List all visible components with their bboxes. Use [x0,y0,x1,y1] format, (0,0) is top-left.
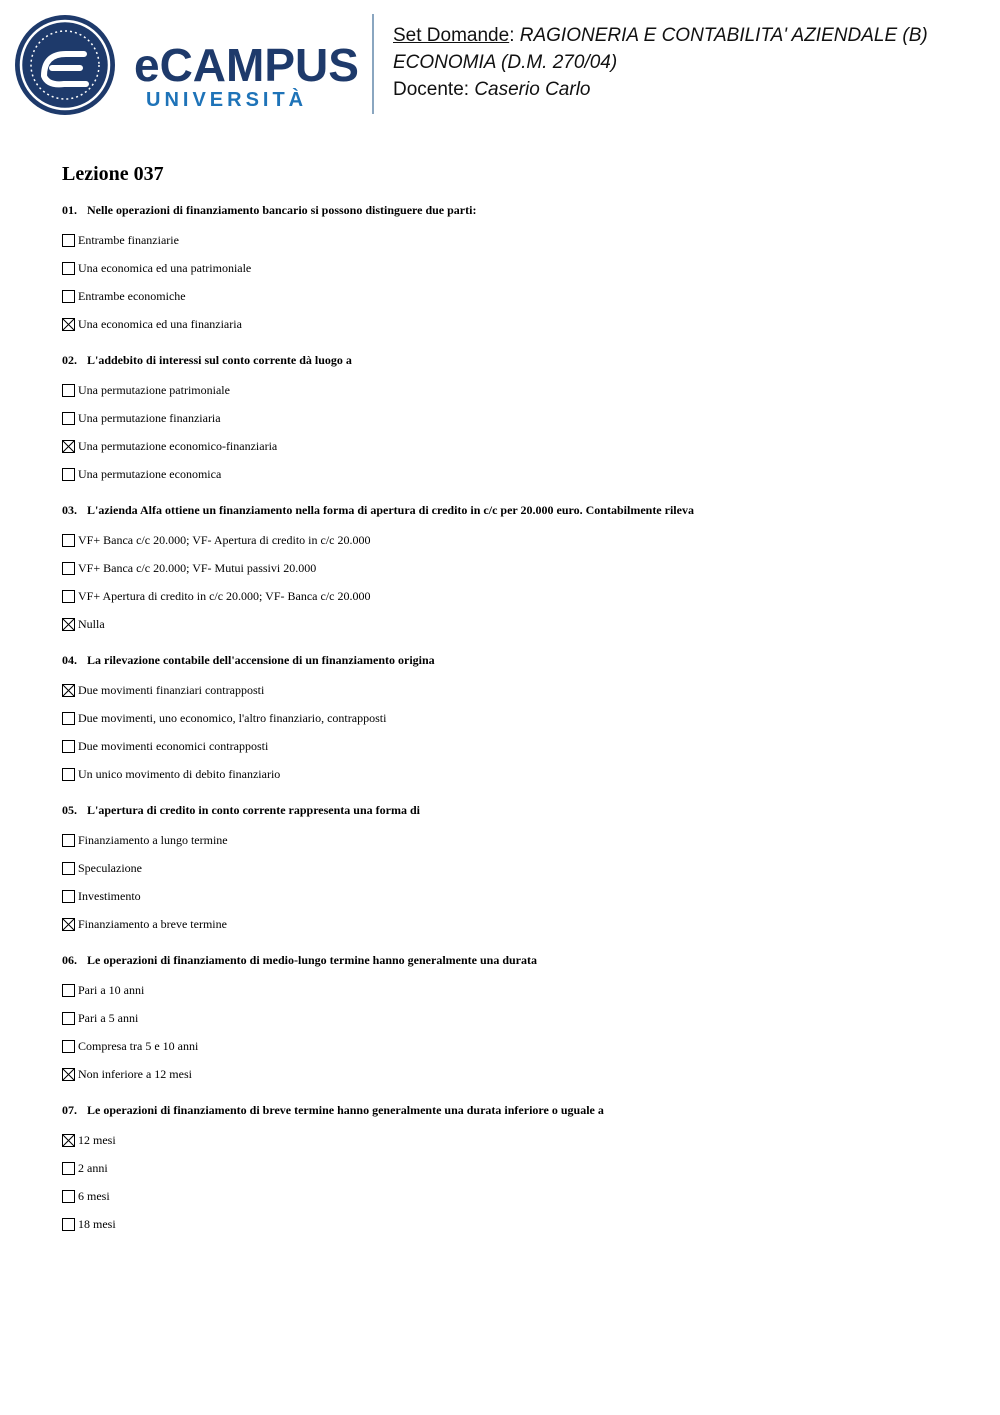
set-title-line2: ECONOMIA (D.M. 270/04) [393,52,618,73]
question-item [62,1102,962,1238]
option-label: Una permutazione patrimoniale [78,383,230,397]
answer-option[interactable] [62,460,962,488]
answer-option[interactable] [62,404,962,432]
question-item [62,802,962,938]
question-item [62,202,962,338]
answer-option[interactable] [62,432,962,460]
question-number: 01. [62,203,77,217]
answer-option[interactable] [62,704,962,732]
option-label: Finanziamento a lungo termine [78,833,228,847]
question-label: La rilevazione contabile dell'accensione di un finanziamento origina [87,653,435,667]
answer-option[interactable] [62,254,962,282]
teacher-line [393,76,983,103]
set-label: Set Domande [393,25,510,46]
question-item [62,502,962,638]
checked-checkbox[interactable] [62,618,75,631]
option-label: 12 mesi [78,1133,116,1147]
checkbox[interactable] [62,534,75,547]
option-label: Entrambe economiche [78,289,186,303]
option-label: Investimento [78,889,141,903]
answer-option[interactable] [62,976,962,1004]
question-text [62,1102,962,1118]
option-label: VF+ Banca c/c 20.000; VF- Mutui passivi 20.000 [78,561,317,575]
checked-checkbox[interactable] [62,440,75,453]
answer-option[interactable] [62,826,962,854]
cross-mark-icon [63,441,74,452]
option-label: Speculazione [78,861,142,875]
checkbox[interactable] [62,984,75,997]
checkbox[interactable] [62,384,75,397]
answer-option[interactable] [62,582,962,610]
option-label: Due movimenti finanziari contrapposti [78,683,265,697]
option-label: Nulla [78,617,105,631]
question-text [62,802,962,818]
question-label: L'addebito di interessi sul conto corrente dà luogo a [87,353,352,367]
answer-option[interactable] [62,1210,962,1238]
option-label: Due movimenti economici contrapposti [78,739,269,753]
question-item [62,952,962,1088]
answer-option[interactable] [62,1126,962,1154]
checked-checkbox[interactable] [62,1068,75,1081]
checkbox[interactable] [62,740,75,753]
option-label: Non inferiore a 12 mesi [78,1067,192,1081]
checkbox[interactable] [62,1012,75,1025]
set-info [393,22,983,103]
answer-option[interactable] [62,282,962,310]
checkbox[interactable] [62,1040,75,1053]
checked-checkbox[interactable] [62,918,75,931]
quiz-content [62,160,962,1252]
question-label: Le operazioni di finanziamento di breve termine hanno generalmente una durata inferiore o uguale a [87,1103,604,1117]
checked-checkbox[interactable] [62,318,75,331]
option-label: Una economica ed una finanziaria [78,317,242,331]
checkbox[interactable] [62,862,75,875]
question-item [62,652,962,788]
option-label: Finanziamento a breve termine [78,917,227,931]
answer-option[interactable] [62,526,962,554]
question-text [62,202,962,218]
answer-option[interactable] [62,554,962,582]
question-label: L'apertura di credito in conto corrente rappresenta una forma di [87,803,420,817]
question-label: Le operazioni di finanziamento di medio-lungo termine hanno generalmente una durata [87,953,537,967]
checkbox[interactable] [62,562,75,575]
logo-subtitle: UNIVERSITÀ [146,89,308,111]
answer-option[interactable] [62,760,962,788]
checkbox[interactable] [62,468,75,481]
checkbox[interactable] [62,262,75,275]
answer-option[interactable] [62,882,962,910]
checkbox[interactable] [62,834,75,847]
option-label: Due movimenti, uno economico, l'altro finanziario, contrapposti [78,711,387,725]
question-label: L'azienda Alfa ottiene un finanziamento nella forma di apertura di credito in c/c per 20.000 euro. Contabilmente rileva [87,503,694,517]
question-number: 04. [62,653,77,667]
question-text [62,502,962,518]
question-text [62,352,962,368]
option-label: Compresa tra 5 e 10 anni [78,1039,199,1053]
option-label: Entrambe finanziarie [78,233,179,247]
cross-mark-icon [63,919,74,930]
question-number: 06. [62,953,77,967]
option-label: 6 mesi [78,1189,110,1203]
option-label: 18 mesi [78,1217,116,1231]
cross-mark-icon [63,1069,74,1080]
cross-mark-icon [63,685,74,696]
checkbox[interactable] [62,1162,75,1175]
answer-option[interactable] [62,1060,962,1088]
checkbox[interactable] [62,1190,75,1203]
answer-option[interactable] [62,676,962,704]
checkbox[interactable] [62,712,75,725]
university-logo [134,39,359,112]
answer-option[interactable] [62,1004,962,1032]
checkbox[interactable] [62,234,75,247]
university-seal-icon [14,14,116,116]
answer-option[interactable] [62,226,962,254]
lesson-title: Lezione 037 [62,163,164,185]
answer-option[interactable] [62,310,962,338]
option-label: Pari a 10 anni [78,983,145,997]
course-name: RAGIONERIA E CONTABILITA' AZIENDALE (B) [519,25,928,46]
question-text [62,952,962,968]
answer-option[interactable] [62,732,962,760]
answer-option[interactable] [62,854,962,882]
option-label: VF+ Banca c/c 20.000; VF- Apertura di credito in c/c 20.000 [78,533,371,547]
cross-mark-icon [63,619,74,630]
question-number: 03. [62,503,77,517]
option-label: Un unico movimento di debito finanziario [78,767,281,781]
question-list [62,202,962,1238]
checkbox[interactable] [62,290,75,303]
question-label: Nelle operazioni di finanziamento bancario si possono distinguere due parti: [87,203,477,217]
header-divider [372,14,374,114]
checkbox[interactable] [62,890,75,903]
option-label: Pari a 5 anni [78,1011,139,1025]
option-label: 2 anni [78,1161,108,1175]
cross-mark-icon [63,319,74,330]
option-label: Una economica ed una patrimoniale [78,261,252,275]
question-number: 02. [62,353,77,367]
answer-option[interactable] [62,1032,962,1060]
checked-checkbox[interactable] [62,1134,75,1147]
answer-option[interactable] [62,610,962,638]
question-item [62,352,962,488]
option-label: Una permutazione economico-finanziaria [78,439,278,453]
answer-option[interactable] [62,1182,962,1210]
checkbox[interactable] [62,412,75,425]
answer-option[interactable] [62,910,962,938]
teacher-label: Docente: [393,79,475,100]
checked-checkbox[interactable] [62,684,75,697]
checkbox[interactable] [62,768,75,781]
question-number: 07. [62,1103,77,1117]
set-title-line1: Set Domande: RAGIONERIA E CONTABILITA' AZIENDALE (B) [393,25,928,46]
question-text [62,652,962,668]
cross-mark-icon [63,1135,74,1146]
logo-brand: eCAMPUS [134,39,359,91]
page-header [0,0,1000,130]
answer-option[interactable] [62,376,962,404]
checkbox[interactable] [62,1218,75,1231]
teacher-name: Caserio Carlo [474,79,591,100]
option-label: VF+ Apertura di credito in c/c 20.000; VF- Banca c/c 20.000 [78,589,371,603]
question-number: 05. [62,803,77,817]
checkbox[interactable] [62,590,75,603]
option-label: Una permutazione finanziaria [78,411,221,425]
answer-option[interactable] [62,1154,962,1182]
option-label: Una permutazione economica [78,467,222,481]
